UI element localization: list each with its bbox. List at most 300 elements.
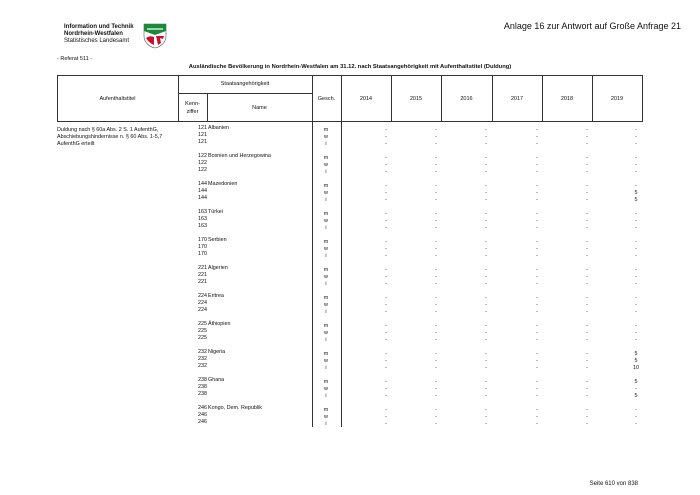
- value-2014: -: [385, 183, 387, 189]
- value-2015: -: [435, 127, 437, 133]
- value-2018: -: [586, 225, 588, 231]
- value-2014: -: [385, 358, 387, 364]
- value-2014: -: [385, 379, 387, 385]
- kennziffer: 144: [198, 181, 207, 187]
- sex-label: i: [325, 281, 327, 287]
- value-2016: -: [485, 323, 487, 329]
- kennziffer: 221: [198, 279, 207, 285]
- value-2017: -: [536, 190, 538, 196]
- value-2014: -: [385, 127, 387, 133]
- value-2019: -: [635, 246, 637, 252]
- value-2018: -: [586, 337, 588, 343]
- value-2019: -: [635, 421, 637, 427]
- value-2014: -: [385, 351, 387, 357]
- kennziffer: 170: [198, 251, 207, 257]
- header-year-2016: 2016: [460, 95, 473, 102]
- value-2016: -: [485, 169, 487, 175]
- value-2015: -: [435, 218, 437, 224]
- value-2018: -: [586, 421, 588, 427]
- kennziffer: 170: [198, 237, 207, 243]
- value-2017: -: [536, 295, 538, 301]
- header-staatsangehoerigkeit: Staatsangehörigkeit: [220, 81, 270, 87]
- kennziffer: 224: [198, 300, 207, 306]
- kennziffer: 121: [198, 125, 207, 131]
- value-2018: -: [586, 281, 588, 287]
- country-name: Albanien: [208, 125, 229, 131]
- value-2016: -: [485, 253, 487, 259]
- sex-label: m: [323, 127, 329, 133]
- sex-label: i: [325, 141, 327, 147]
- kennziffer: 122: [198, 160, 207, 166]
- kennziffer: 122: [198, 167, 207, 173]
- value-2019: -: [635, 155, 637, 161]
- value-2019: -: [635, 127, 637, 133]
- value-2017: -: [536, 393, 538, 399]
- value-2015: -: [435, 386, 437, 392]
- country-group: [0, 377, 700, 407]
- value-2019: -: [635, 218, 637, 224]
- value-2014: -: [385, 134, 387, 140]
- value-2014: -: [385, 190, 387, 196]
- value-2017: -: [536, 197, 538, 203]
- table-header: [57, 75, 643, 122]
- value-2017: -: [536, 267, 538, 273]
- country-name: Eritrea: [208, 293, 224, 299]
- value-2014: -: [385, 302, 387, 308]
- value-2015: -: [435, 246, 437, 252]
- country-group: [0, 153, 700, 183]
- country-name: Mazedonien: [208, 181, 238, 187]
- value-2016: -: [485, 141, 487, 147]
- sex-label: m: [323, 267, 329, 273]
- value-2017: -: [536, 274, 538, 280]
- sex-label: w: [324, 302, 328, 308]
- value-2015: -: [435, 267, 437, 273]
- value-2016: -: [485, 190, 487, 196]
- value-2017: -: [536, 183, 538, 189]
- sex-label: i: [325, 393, 327, 399]
- country-name: Bosnien und Herzegowina: [208, 153, 271, 159]
- value-2018: -: [586, 386, 588, 392]
- sex-label: w: [324, 218, 328, 224]
- value-2014: -: [385, 330, 387, 336]
- kennziffer: 163: [198, 209, 207, 215]
- value-2015: -: [435, 351, 437, 357]
- value-2019: 5: [634, 190, 638, 196]
- page-number: Seite 610 von 838: [589, 481, 638, 487]
- value-2015: -: [435, 211, 437, 217]
- kennziffer: 232: [198, 356, 207, 362]
- country-name: Ghana: [208, 377, 225, 383]
- sex-label: m: [323, 183, 329, 189]
- header-right-border: [642, 75, 643, 122]
- value-2014: -: [385, 365, 387, 371]
- table-title: Ausländische Bevölkerung in Nordrhein-Westfalen am 31.12. nach Staatsangehörigkeit mit Aufenthaltstitel (Duldung): [188, 64, 512, 70]
- value-2015: -: [435, 169, 437, 175]
- value-2018: -: [586, 267, 588, 273]
- value-2019: -: [635, 414, 637, 420]
- value-2015: -: [435, 421, 437, 427]
- value-2016: -: [485, 267, 487, 273]
- value-2017: -: [536, 330, 538, 336]
- kennziffer: 225: [198, 328, 207, 334]
- value-2017: -: [536, 134, 538, 140]
- sex-label: m: [323, 379, 329, 385]
- kennziffer: 232: [198, 349, 207, 355]
- value-2019: -: [635, 323, 637, 329]
- kennziffer: 238: [198, 384, 207, 390]
- org-line-2: Nordrhein-Westfalen: [64, 31, 123, 37]
- value-2016: -: [485, 358, 487, 364]
- value-2017: -: [536, 421, 538, 427]
- value-2017: -: [536, 407, 538, 413]
- value-2016: -: [485, 127, 487, 133]
- value-2017: -: [536, 211, 538, 217]
- kennziffer: 221: [198, 265, 207, 271]
- header-year-2014: 2014: [359, 95, 373, 102]
- value-2018: -: [586, 407, 588, 413]
- country-group: [0, 181, 700, 211]
- value-2017: -: [536, 155, 538, 161]
- value-2017: -: [536, 218, 538, 224]
- value-2018: -: [586, 134, 588, 140]
- value-2016: -: [485, 134, 487, 140]
- value-2016: -: [485, 274, 487, 280]
- country-name: Äthiopien: [208, 321, 231, 327]
- value-2019: 10: [633, 365, 639, 371]
- value-2014: -: [385, 239, 387, 245]
- value-2019: -: [635, 330, 637, 336]
- value-2015: -: [435, 281, 437, 287]
- value-2019: 5: [634, 393, 638, 399]
- value-2019: 5: [634, 358, 638, 364]
- sex-label: m: [323, 351, 329, 357]
- sex-label: i: [325, 169, 327, 175]
- value-2015: -: [435, 365, 437, 371]
- value-2015: -: [435, 337, 437, 343]
- country-name: Algerien: [208, 265, 228, 271]
- kennziffer: 144: [198, 188, 207, 194]
- value-2017: -: [536, 281, 538, 287]
- value-2015: -: [435, 197, 437, 203]
- value-2019: -: [635, 337, 637, 343]
- value-2016: -: [485, 414, 487, 420]
- value-2017: -: [536, 351, 538, 357]
- value-2019: -: [635, 169, 637, 175]
- value-2018: -: [586, 211, 588, 217]
- value-2015: -: [435, 323, 437, 329]
- kennziffer: 225: [198, 335, 207, 341]
- value-2015: -: [435, 379, 437, 385]
- value-2014: -: [385, 211, 387, 217]
- value-2015: -: [435, 295, 437, 301]
- kennziffer: 238: [198, 391, 207, 397]
- value-2015: -: [435, 134, 437, 140]
- value-2016: -: [485, 183, 487, 189]
- value-2016: -: [485, 421, 487, 427]
- value-2019: -: [635, 309, 637, 315]
- kennziffer: 224: [198, 307, 207, 313]
- value-2014: -: [385, 414, 387, 420]
- value-2015: -: [435, 155, 437, 161]
- value-2017: -: [536, 162, 538, 168]
- value-2018: -: [586, 358, 588, 364]
- country-name: Kongo, Dem. Republik: [208, 405, 262, 411]
- value-2016: -: [485, 386, 487, 392]
- value-2019: -: [635, 225, 637, 231]
- sex-label: m: [323, 239, 329, 245]
- header-kennziffer: Kenn- ziffer: [185, 100, 200, 115]
- country-group: [0, 405, 700, 435]
- value-2014: -: [385, 141, 387, 147]
- value-2014: -: [385, 323, 387, 329]
- sex-label: m: [323, 407, 329, 413]
- value-2017: -: [536, 302, 538, 308]
- sex-label: w: [324, 246, 328, 252]
- value-2018: -: [586, 274, 588, 280]
- value-2018: -: [586, 141, 588, 147]
- sex-label: m: [323, 295, 329, 301]
- kennziffer: 170: [198, 244, 207, 250]
- value-2016: -: [485, 162, 487, 168]
- kennziffer: 121: [198, 132, 207, 138]
- value-2015: -: [435, 358, 437, 364]
- value-2019: 5: [634, 379, 638, 385]
- sex-label: w: [324, 162, 328, 168]
- value-2014: -: [385, 197, 387, 203]
- value-2016: -: [485, 407, 487, 413]
- sex-label: w: [324, 414, 328, 420]
- referat-label: - Referat 511 -: [57, 56, 93, 62]
- sex-label: w: [324, 274, 328, 280]
- value-2015: -: [435, 274, 437, 280]
- kennziffer: 246: [198, 405, 207, 411]
- nrw-crest-icon: [143, 23, 167, 49]
- sex-label: i: [325, 337, 327, 343]
- sex-label: w: [324, 386, 328, 392]
- kennziffer: 225: [198, 321, 207, 327]
- value-2019: -: [635, 274, 637, 280]
- value-2015: -: [435, 407, 437, 413]
- value-2016: -: [485, 295, 487, 301]
- value-2014: -: [385, 218, 387, 224]
- kennziffer: 238: [198, 377, 207, 383]
- value-2014: -: [385, 421, 387, 427]
- value-2014: -: [385, 281, 387, 287]
- value-2017: -: [536, 127, 538, 133]
- value-2014: -: [385, 386, 387, 392]
- value-2017: -: [536, 414, 538, 420]
- value-2018: -: [586, 302, 588, 308]
- sex-label: i: [325, 421, 327, 427]
- value-2016: -: [485, 337, 487, 343]
- value-2014: -: [385, 274, 387, 280]
- value-2018: -: [586, 162, 588, 168]
- value-2019: -: [635, 141, 637, 147]
- sex-label: i: [325, 309, 327, 315]
- country-name: Serbien: [208, 237, 227, 243]
- value-2019: -: [635, 295, 637, 301]
- value-2017: -: [536, 225, 538, 231]
- country-group: [0, 209, 700, 239]
- kennziffer: 232: [198, 363, 207, 369]
- value-2016: -: [485, 218, 487, 224]
- value-2018: -: [586, 295, 588, 301]
- value-2018: -: [586, 155, 588, 161]
- header-year-2018: 2018: [560, 95, 574, 102]
- value-2017: -: [536, 169, 538, 175]
- value-2018: -: [586, 218, 588, 224]
- value-2017: -: [536, 141, 538, 147]
- value-2014: -: [385, 169, 387, 175]
- value-2018: -: [586, 330, 588, 336]
- value-2019: -: [635, 211, 637, 217]
- value-2014: -: [385, 246, 387, 252]
- kennziffer: 163: [198, 216, 207, 222]
- value-2017: -: [536, 253, 538, 259]
- value-2016: -: [485, 351, 487, 357]
- value-2017: -: [536, 239, 538, 245]
- value-2014: -: [385, 295, 387, 301]
- kennziffer: 224: [198, 293, 207, 299]
- value-2015: -: [435, 253, 437, 259]
- value-2015: -: [435, 225, 437, 231]
- value-2016: -: [485, 197, 487, 203]
- organization-name: [64, 24, 134, 45]
- value-2016: -: [485, 211, 487, 217]
- value-2018: -: [586, 393, 588, 399]
- value-2017: -: [536, 365, 538, 371]
- header-year-2015: 2015: [409, 95, 423, 102]
- value-2019: -: [635, 239, 637, 245]
- value-2018: -: [586, 365, 588, 371]
- value-2019: -: [635, 134, 637, 140]
- value-2014: -: [385, 393, 387, 399]
- sex-label: w: [324, 358, 328, 364]
- value-2016: -: [485, 379, 487, 385]
- value-2016: -: [485, 246, 487, 252]
- value-2016: -: [485, 365, 487, 371]
- value-2018: -: [586, 253, 588, 259]
- value-2018: -: [586, 183, 588, 189]
- value-2019: -: [635, 281, 637, 287]
- country-name: Nigeria: [208, 349, 226, 355]
- header-year-2019: 2019: [610, 95, 624, 102]
- value-2018: -: [586, 414, 588, 420]
- country-name: Türkei: [208, 209, 223, 215]
- value-2014: -: [385, 225, 387, 231]
- value-2015: -: [435, 190, 437, 196]
- kennziffer: 246: [198, 412, 207, 418]
- value-2014: -: [385, 309, 387, 315]
- value-2018: -: [586, 323, 588, 329]
- sex-label: w: [324, 134, 328, 140]
- value-2015: -: [435, 162, 437, 168]
- value-2016: -: [485, 225, 487, 231]
- value-2017: -: [536, 386, 538, 392]
- value-2016: -: [485, 239, 487, 245]
- value-2017: -: [536, 337, 538, 343]
- value-2014: -: [385, 337, 387, 343]
- value-2016: -: [485, 281, 487, 287]
- value-2018: -: [586, 239, 588, 245]
- value-2014: -: [385, 267, 387, 273]
- value-2018: -: [586, 190, 588, 196]
- header-name: Name: [252, 104, 267, 111]
- value-2019: -: [635, 386, 637, 392]
- value-2019: -: [635, 302, 637, 308]
- value-2016: -: [485, 330, 487, 336]
- document-reference: Anlage 16 zur Antwort auf Große Anfrage 21: [503, 21, 681, 31]
- kennziffer: 144: [198, 195, 207, 201]
- value-2017: -: [536, 323, 538, 329]
- value-2015: -: [435, 414, 437, 420]
- value-2017: -: [536, 358, 538, 364]
- value-2016: -: [485, 309, 487, 315]
- aufenthaltstitel-row-label: Duldung nach § 60a Abs. 2 S. 1 AufenthG, Abschiebungshindernisse n. § 60 Abs. 1-5,7 AufenthG erteilt: [57, 127, 163, 147]
- value-2017: -: [536, 379, 538, 385]
- value-2014: -: [385, 155, 387, 161]
- value-2018: -: [586, 197, 588, 203]
- sex-label: m: [323, 155, 329, 161]
- value-2018: -: [586, 379, 588, 385]
- value-2018: -: [586, 309, 588, 315]
- value-2019: -: [635, 183, 637, 189]
- sex-label: w: [324, 190, 328, 196]
- value-2016: -: [485, 302, 487, 308]
- value-2014: -: [385, 407, 387, 413]
- sex-label: w: [324, 330, 328, 336]
- kennziffer: 121: [198, 139, 207, 145]
- org-line-3: Statistisches Landesamt: [64, 38, 130, 44]
- value-2018: -: [586, 127, 588, 133]
- value-2019: -: [635, 162, 637, 168]
- org-line-1: Information und Technik: [64, 24, 134, 30]
- value-2016: -: [485, 155, 487, 161]
- value-2015: -: [435, 141, 437, 147]
- sex-label: m: [323, 323, 329, 329]
- value-2015: -: [435, 393, 437, 399]
- value-2017: -: [536, 309, 538, 315]
- kennziffer: 163: [198, 223, 207, 229]
- value-2019: -: [635, 407, 637, 413]
- value-2018: -: [586, 246, 588, 252]
- sex-label: i: [325, 197, 327, 203]
- value-2015: -: [435, 330, 437, 336]
- value-2015: -: [435, 302, 437, 308]
- country-group: [0, 321, 700, 351]
- country-group: [0, 237, 700, 267]
- value-2018: -: [586, 351, 588, 357]
- country-group: [0, 125, 700, 155]
- value-2019: 5: [634, 351, 638, 357]
- kennziffer: 246: [198, 419, 207, 425]
- value-2014: -: [385, 162, 387, 168]
- value-2017: -: [536, 246, 538, 252]
- kennziffer: 221: [198, 272, 207, 278]
- value-2016: -: [485, 393, 487, 399]
- value-2014: -: [385, 253, 387, 259]
- header-year-2017: 2017: [510, 95, 524, 102]
- country-group: [0, 293, 700, 323]
- value-2015: -: [435, 309, 437, 315]
- value-2015: -: [435, 239, 437, 245]
- value-2019: -: [635, 267, 637, 273]
- sex-label: i: [325, 253, 327, 259]
- value-2019: -: [635, 253, 637, 259]
- country-group: [0, 349, 700, 379]
- header-aufenthaltstitel: Aufenthaltstitel: [99, 95, 136, 102]
